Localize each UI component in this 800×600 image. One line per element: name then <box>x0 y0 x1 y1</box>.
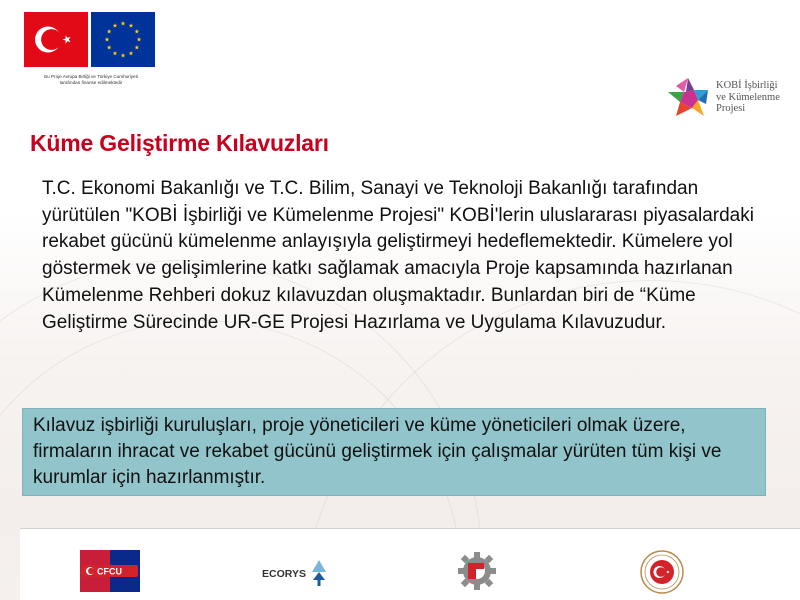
eu-caption-line: Bu Proje Avrupa Birliği ve Türkiye Cumhuriyeti <box>44 74 138 79</box>
eu-funding-caption <box>22 74 160 85</box>
ecorys-logo-icon <box>262 556 332 588</box>
kobi-logo-line: KOBİ İşbirliği <box>716 80 778 91</box>
kobi-logo-line: Projesi <box>716 103 746 114</box>
kobi-logo-line: ve Kümelenme <box>716 91 780 103</box>
kobi-logo-text <box>716 80 796 115</box>
highlight-text: Kılavuz işbirliği kuruluşları, proje yöneticileri ve küme yöneticileri olmak üzere, firmaların ihracat ve rekabet gücünü geliştirmek için çalışmalar yürüten tüm kişi ve kurumlar için hazırlanmıştır. <box>33 415 722 489</box>
kobi-star-logo-icon <box>664 74 712 122</box>
cfcu-logo-label: CFCU <box>97 566 122 577</box>
cfcu-logo-icon <box>80 550 140 592</box>
slide-title: Küme Geliştirme Kılavuzları <box>30 130 329 156</box>
ministry-seal-icon <box>640 550 684 594</box>
eu-caption-line: tarafından finanse edilmektedir <box>59 79 123 85</box>
gear-logo-icon <box>454 549 500 593</box>
ecorys-logo-label: ECORYS <box>262 568 306 580</box>
turkish-flag-icon <box>24 12 88 67</box>
highlight-box <box>22 408 766 496</box>
body-paragraph: T.C. Ekonomi Bakanlığı ve T.C. Bilim, Sanayi ve Teknoloji Bakanlığı tarafından yürütülen "KOBİ İşbirliği ve Kümelenme Projesi" KOBİ'lerin uluslararası piyasalardaki rekabet gücünü kümelenme anlayışıyla geliştirmeyi hedeflemektedir. Kümelere yol göstermek ve gelişimlerine katkı sağlamak amacıyla Proje kapsamında hazırlanan Kümelenme Rehberi dokuz kılavuzdan oluşmaktadır. Bunlardan biri de “Küme Geliştirme Sürecinde UR-GE Projesi Hazırlama ve Uygulama Kılavuzudur. <box>42 178 754 333</box>
eu-flag-icon <box>91 12 155 67</box>
